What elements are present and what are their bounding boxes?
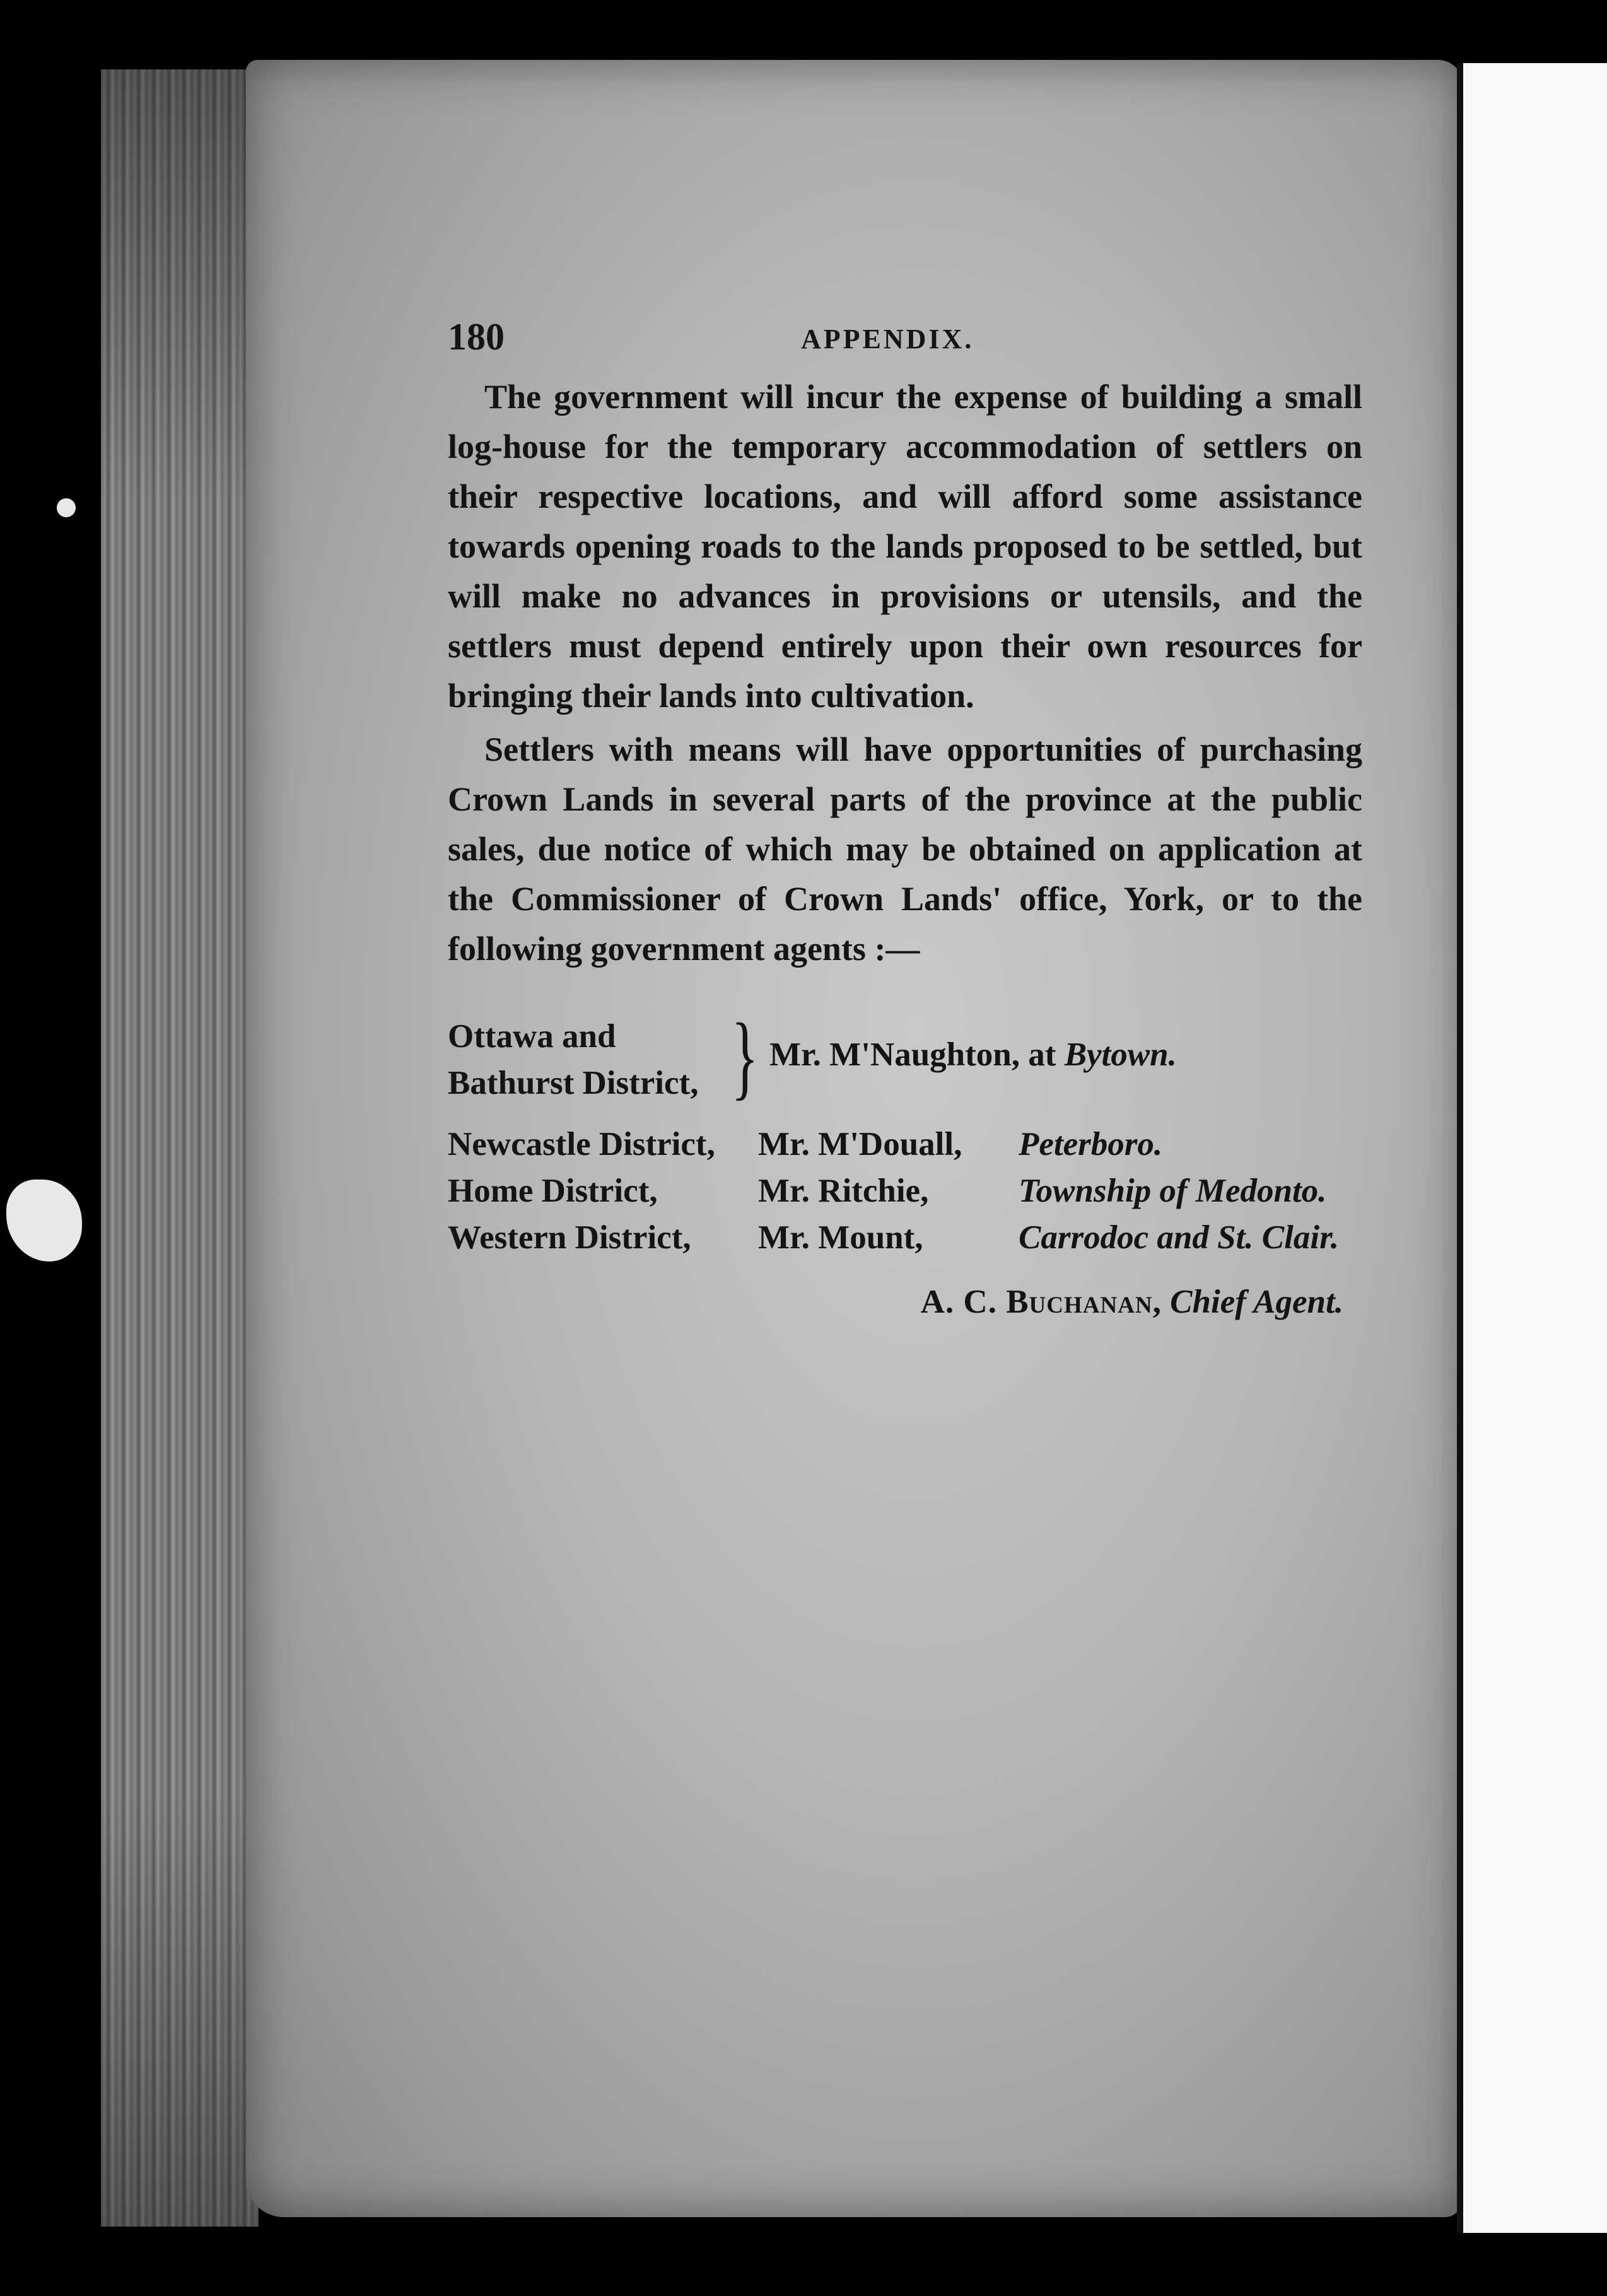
bracketed-agent xyxy=(769,1036,1177,1074)
agent-name: Mr. M'Naughton, at xyxy=(769,1036,1056,1073)
adjacent-page-edge xyxy=(1457,63,1607,2233)
dust-speck xyxy=(6,1180,82,1262)
district-ottawa: Ottawa and xyxy=(448,1018,616,1055)
agent-row xyxy=(448,1125,1362,1172)
agent-name: Mr. M'Douall, xyxy=(758,1126,962,1163)
agent-row xyxy=(448,1172,1362,1219)
agent-name: Mr. Mount, xyxy=(758,1219,923,1256)
running-head xyxy=(448,315,1362,372)
dust-speck xyxy=(57,498,76,517)
agent-district: Western District, xyxy=(448,1219,691,1256)
agent-place: Carrodoc and St. Clair. xyxy=(1019,1219,1340,1256)
agent-place: Bytown. xyxy=(1064,1036,1177,1073)
curly-brace-glyph: } xyxy=(731,1004,759,1109)
page-content xyxy=(448,315,1362,1321)
paragraph-settlers-with-means: Settlers with means will have opportunities of purchasing Crown Lands in several parts of the province at the public sales, due notice of which may be obtained on application at the Commissioner of Crown Lands' office, York, or to the following government agents :— xyxy=(448,730,1362,968)
agent-district: Newcastle District, xyxy=(448,1126,715,1163)
agent-rows xyxy=(448,1125,1362,1265)
agent-place: Township of Medonto. xyxy=(1019,1173,1327,1209)
page-stack-shade xyxy=(101,69,259,2227)
bracketed-districts xyxy=(448,1013,698,1106)
signature-name: A. C. Buchanan, xyxy=(920,1284,1162,1320)
agents-list xyxy=(448,1004,1362,1265)
page-number: 180 xyxy=(448,316,505,358)
agent-row xyxy=(448,1219,1362,1265)
paragraph-government-expense: The government will incur the expense of building a small log-house for the temporary accommodation of settlers on their respective locations, and will afford some assistance towards opening roads to the lands proposed to be settled, but will make no advances in provisions or utensils, and the settlers must depend entirely upon their own resources for bringing their lands into cultivation. xyxy=(448,378,1362,715)
running-head-title: APPENDIX. xyxy=(801,324,974,354)
agent-place: Peterboro. xyxy=(1019,1126,1163,1163)
agent-district: Home District, xyxy=(448,1173,658,1209)
district-bathurst: Bathurst District, xyxy=(448,1065,699,1101)
signature-title: Chief Agent. xyxy=(1170,1284,1343,1320)
signature-line xyxy=(448,1283,1362,1321)
agent-name: Mr. Ritchie, xyxy=(758,1173,929,1209)
agent-entry-ottawa-bathurst xyxy=(448,1004,1362,1114)
